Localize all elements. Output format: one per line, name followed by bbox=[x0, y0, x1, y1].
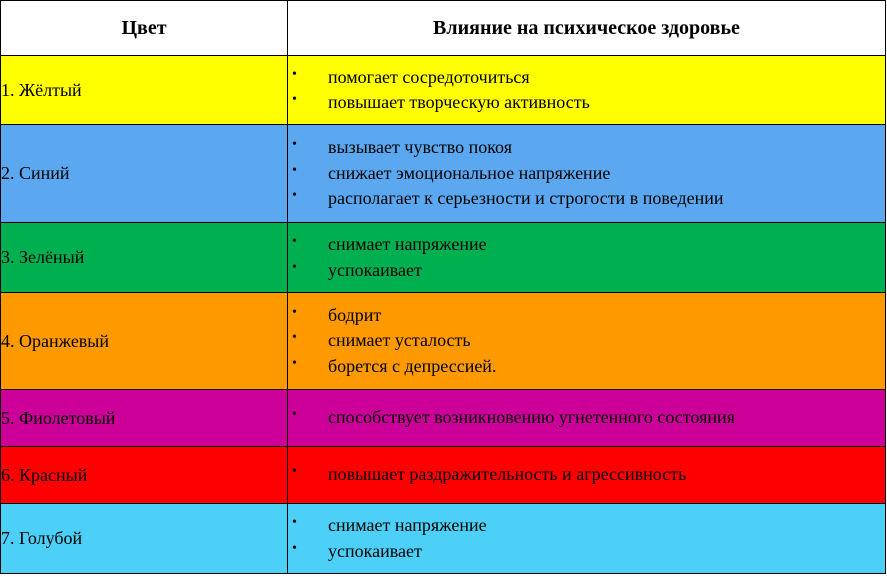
effects-cell bbox=[288, 125, 886, 223]
bullet-icon: • bbox=[292, 188, 297, 204]
color-name: 1. Жёлтый bbox=[1, 56, 288, 125]
table-row-yellow bbox=[1, 56, 886, 125]
list-item: • располагает к серьезности и строгости в поведении bbox=[288, 186, 885, 212]
effects-list bbox=[288, 513, 885, 564]
effects-list bbox=[288, 135, 885, 212]
header-color: Цвет bbox=[1, 1, 288, 56]
list-item: • снимает усталость bbox=[288, 328, 885, 354]
table-row-red bbox=[1, 447, 886, 504]
list-item: • повышает раздражительность и агрессивность bbox=[288, 462, 885, 488]
effects-list bbox=[288, 462, 885, 488]
bullet-icon: • bbox=[292, 66, 297, 82]
bullet-icon: • bbox=[292, 304, 297, 320]
bullet-icon: • bbox=[292, 234, 297, 249]
effects-cell bbox=[288, 293, 886, 390]
header-effect: Влияние на психическое здоровье bbox=[288, 1, 886, 56]
color-name: 5. Фиолетовый bbox=[1, 390, 288, 447]
list-item: • снимает напряжение bbox=[288, 232, 885, 258]
effects-cell bbox=[288, 56, 886, 125]
effects-cell bbox=[288, 504, 886, 574]
effects-cell bbox=[288, 390, 886, 447]
list-item: • снижает эмоциональное напряжение bbox=[288, 161, 885, 187]
color-name: 3. Зелёный bbox=[1, 223, 288, 293]
effects-cell bbox=[288, 223, 886, 293]
bullet-icon: • bbox=[292, 162, 297, 178]
bullet-icon: • bbox=[292, 407, 297, 423]
bullet-icon: • bbox=[292, 355, 297, 371]
effects-list bbox=[288, 232, 885, 283]
color-name: 7. Голубой bbox=[1, 504, 288, 574]
table-row-light-blue bbox=[1, 504, 886, 574]
list-item: • способствует возникновению угнетенного состояния bbox=[288, 405, 885, 431]
table-row-violet bbox=[1, 390, 886, 447]
table-row-green bbox=[1, 223, 886, 293]
bullet-icon: • bbox=[292, 515, 297, 530]
list-item: • бодрит bbox=[288, 303, 885, 329]
list-item: • повышает творческую активность bbox=[288, 90, 885, 116]
bullet-icon: • bbox=[292, 330, 297, 346]
bullet-icon: • bbox=[292, 259, 297, 275]
color-name: 2. Синий bbox=[1, 125, 288, 223]
effects-list bbox=[288, 303, 885, 380]
list-item: • снимает напряжение bbox=[288, 513, 885, 539]
effects-list bbox=[288, 405, 885, 431]
color-name: 6. Красный bbox=[1, 447, 288, 504]
list-item: • вызывает чувство покоя bbox=[288, 135, 885, 161]
list-item: • успокаивает bbox=[288, 539, 885, 565]
bullet-icon: • bbox=[292, 137, 297, 153]
table-row-orange bbox=[1, 293, 886, 390]
color-name: 4. Оранжевый bbox=[1, 293, 288, 390]
list-item: • помогает сосредоточиться bbox=[288, 65, 885, 91]
effects-list bbox=[288, 65, 885, 116]
table-header-row bbox=[1, 1, 886, 56]
table-body bbox=[1, 56, 886, 574]
bullet-icon: • bbox=[292, 92, 297, 107]
effects-cell bbox=[288, 447, 886, 504]
list-item: • борется с депрессией. bbox=[288, 354, 885, 380]
table-row-blue bbox=[1, 125, 886, 223]
bullet-icon: • bbox=[292, 540, 297, 556]
bullet-icon: • bbox=[292, 464, 297, 480]
list-item: • успокаивает bbox=[288, 258, 885, 284]
